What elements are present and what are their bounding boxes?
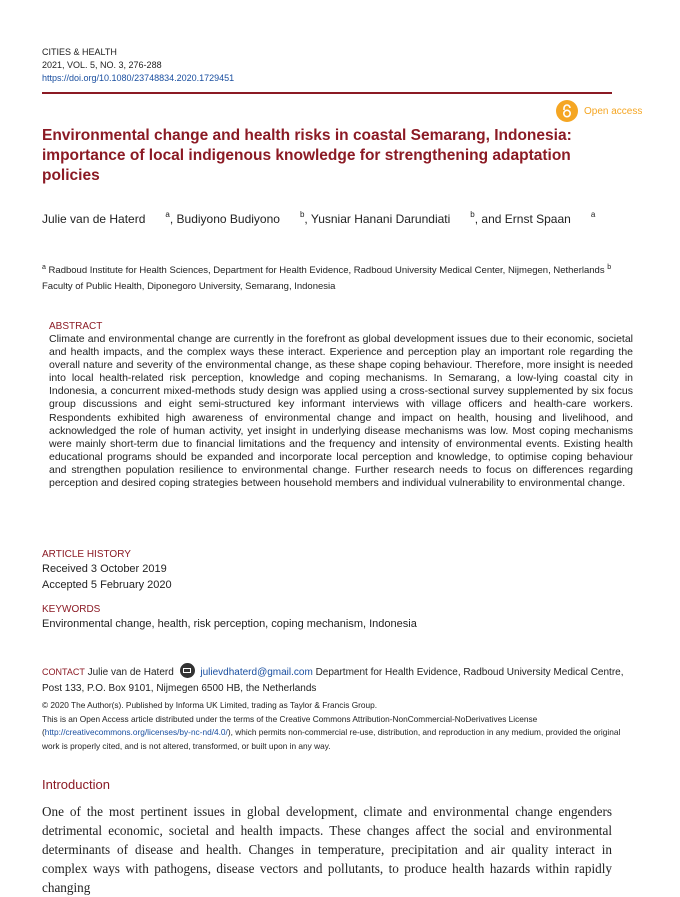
copyright-line: © 2020 The Author(s). Published by Informa UK Limited, trading as Taylor & Francis Group. [42, 700, 378, 710]
author-list [42, 205, 622, 229]
keywords-section [42, 603, 417, 633]
license-text [42, 713, 634, 754]
doi-link[interactable]: https://doi.org/10.1080/23748834.2020.1729451 [42, 73, 235, 83]
author-name[interactable]: Julie van de Haterd [42, 212, 146, 226]
affiliation-marker: b [299, 210, 305, 219]
affiliation-marker: a [590, 210, 596, 219]
open-lock-icon [556, 100, 578, 122]
affiliation-text: Radboud Institute for Health Sciences, Department for Health Evidence, Radboud University Medical Center, Nijmegen, Netherlands [48, 265, 605, 276]
author-name[interactable]: Ernst Spaan [504, 212, 571, 226]
license-text-end: ), which permits non-commercial re-use, distribution, and reproduction in any medium, provided the original work is properly cited, and is not altered, transformed, or built upon in any way. [42, 727, 621, 752]
open-access-label: Open access [584, 105, 643, 117]
affiliation-marker: a [165, 210, 170, 219]
author-separator: , [304, 212, 311, 226]
introduction-heading: Introduction [42, 777, 110, 792]
header-divider [42, 92, 612, 94]
contact-address: Department for Health Evidence, Radboud University Medical Centre, Post 133, P.O. Box 9101, Nijmegen 6500 HB, the Netherlands [42, 667, 624, 694]
contact-email-link[interactable]: julievdhaterd@gmail.com [200, 667, 313, 678]
journal-header [42, 46, 234, 85]
author-name[interactable]: Yusniar Hanani Darundiati [310, 212, 451, 226]
affiliation-text: Faculty of Public Health, Diponegoro University, Semarang, Indonesia [42, 280, 336, 292]
received-date: Received 3 October 2019 [42, 563, 167, 575]
affiliation-key: a [42, 264, 46, 271]
affiliation-key: b [607, 264, 612, 271]
open-access-badge[interactable] [556, 100, 642, 122]
keywords-label: KEYWORDS [42, 604, 101, 615]
affiliations [42, 260, 632, 294]
journal-name: CITIES & HEALTH [42, 47, 117, 57]
affiliation-marker: b [470, 210, 475, 219]
author-separator: , and [474, 212, 505, 226]
envelope-icon [180, 663, 195, 678]
article-history [42, 548, 172, 593]
keywords-text: Environmental change, health, risk perception, coping mechanism, Indonesia [42, 618, 417, 630]
copyright-notice [42, 699, 634, 754]
license-link[interactable]: http://creativecommons.org/licenses/by-nc-nd/4.0/ [44, 727, 228, 738]
journal-volume: 2021, VOL. 5, NO. 3, 276-288 [42, 60, 162, 70]
abstract-section [49, 320, 633, 490]
accepted-date: Accepted 5 February 2020 [42, 578, 172, 591]
introduction-text: One of the most pertinent issues in global development, climate and environmental change engenders detrimental economic, societal and health impacts. These changes affect the social and environmental determinants of disease and health. Changes in temperature, precipitation and air quality interact in complex ways with pathogens, disease vectors and pollutants, to produce health hazards within rapidly changing [42, 804, 612, 895]
article-title: Environmental change and health risks in coastal Semarang, Indonesia: importance of local indigenous knowledge for strengthening adaptation policies [42, 127, 572, 184]
author-separator: , [169, 212, 177, 226]
abstract-label: ABSTRACT [49, 321, 103, 332]
author-name[interactable]: Budiyono Budiyono [176, 212, 280, 226]
contact-section [42, 663, 632, 697]
license-text-start: This is an Open Access article distributed under the terms of the Creative Commons Attribution-NonCommercial-NoDerivatives License ( [42, 713, 538, 738]
contact-label: CONTACT [42, 667, 85, 677]
abstract-text: Climate and environmental change are currently in the forefront as global development issues due to their economic, societal and health impacts, and the complex ways these interact. Experience and perception play an important role regarding the overall nature and severity of the environmental change, as these shape coping behaviour. Therefore, more insight is needed into local health-related risk perception, knowledge and coping mechanisms. In Semarang, a low-lying coastal city in Indonesia, a concurrent mixed-methods study design was applied using a cross-sectional survey supplemented by six focus group discussions and eight semi-structured key informant interviews with village officers and health-care workers. Respondents exhibited high awareness of environmental change and impact on health, housing and livelihood, and acknowledged the role of human activity, yet insight in underlying disease mechanisms was low. Most coping mechanisms were mainly short-term due to financial limitations and the frequency and intensity of environmental events. Existing health educational programs should be expanded and incorporate local perception and knowledge, to optimise coping behaviour and strengthen population resilience to environmental change. Further research needs to focus on differences regarding perception and desired coping strategies between household members and individual vulnerability to environmental change. [49, 333, 633, 490]
contact-name: Julie van de Haterd [87, 667, 174, 678]
history-label: ARTICLE HISTORY [42, 549, 131, 560]
